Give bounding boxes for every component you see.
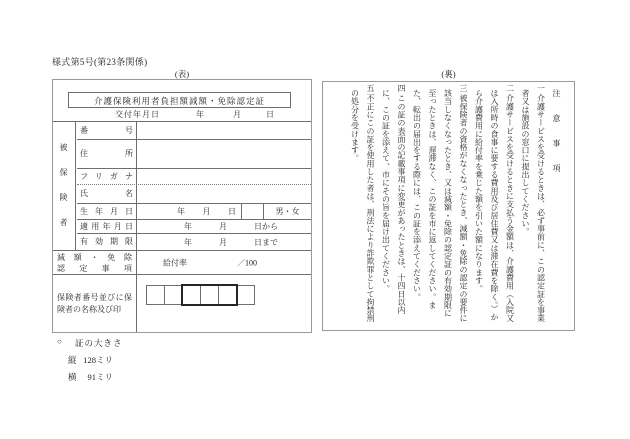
certificate-back [322, 81, 575, 331]
front-table [53, 121, 311, 332]
address-label: 住所 [77, 140, 137, 168]
birthdate-label: 生年月日 [77, 204, 137, 219]
number-field [137, 122, 311, 139]
benefit-rate-denominator: ／100 [237, 258, 257, 267]
birth-day-unit: 日 [228, 207, 236, 216]
number-label: 番号 [77, 122, 137, 139]
apply-date-label: 適用年月日 [77, 220, 137, 233]
circle-bullet-icon: ○ [57, 337, 62, 346]
reduction-label-line2: 認定事項 [57, 263, 132, 273]
reduction-field [137, 251, 311, 274]
certificate-front [52, 79, 312, 333]
width-label: 横 [68, 372, 77, 382]
insurer-number-cell-1 [146, 285, 165, 305]
notice-item-1: 一介護サービスを受けるときは、必ず事前に、この認定証を事業者又は施設の窓口に提出してください。 [521, 84, 546, 323]
table-row-name [77, 185, 311, 204]
valid-until-field [137, 234, 311, 250]
insurer-number-emphasis-frame [181, 284, 238, 306]
gender-mark-cell [241, 204, 264, 219]
furigana-label: フリガナ [77, 169, 137, 184]
birth-year-unit: 年 [177, 207, 185, 216]
back-side-label: (裏) [441, 69, 456, 79]
valid-day-until-unit: 日まで [254, 237, 278, 247]
address-field [137, 140, 311, 168]
gender-label: 男・女 [275, 207, 300, 216]
reduction-certified-matters-label [53, 251, 137, 274]
table-row-reduction [53, 250, 311, 275]
issue-date-row [53, 109, 311, 121]
insured-person-group-label: 被保険者 [53, 122, 76, 250]
size-note-height-row [52, 354, 252, 371]
issue-month-unit: 月 [233, 110, 241, 119]
birthdate-field [137, 204, 311, 219]
table-row-furigana [77, 169, 311, 185]
furigana-field [137, 169, 311, 184]
certificate-title: 介護保険利用者負担額減額・免除認定証 [93, 96, 265, 106]
size-note-title: 証の大きさ [75, 338, 123, 348]
certificate-title-box [68, 92, 291, 108]
insurer-number-cell-6 [236, 285, 255, 305]
front-side-label: (表) [174, 69, 190, 79]
notice-text-block [347, 84, 564, 325]
apply-day-from-unit: 日から [254, 222, 278, 231]
notice-item-2: 二介護サービスを受けるときに支払う金額は、介護費用（入院又は入所時の食事に要する費用及び居住費又は滞在費を除く。）から介護費用に給付率を乗じた額を引いた額になります。 [474, 84, 515, 323]
notice-item-3: 三被保険者の資格がなくなったとき、減額・免除の認定の要件に該当しなくなったとき、又は減額・免除の認定証の有効期限に至ったときは、遅滞なく、この証を市に返してください。また、転出の届出をする際には、この証を添えてください。 [412, 84, 468, 323]
table-row-address [77, 140, 311, 169]
name-field [137, 185, 311, 203]
height-label: 縦 [68, 355, 77, 365]
notice-header: 注意事項 [552, 89, 561, 189]
table-row-birthdate [77, 204, 311, 220]
birth-month-unit: 月 [202, 207, 211, 216]
height-value: 128ミリ [83, 355, 113, 365]
insurer-name-seal-label: 保険者番号並びに保険者の名称及び印 [53, 275, 137, 332]
valid-month-unit: 月 [219, 237, 227, 247]
table-row-insurer [53, 275, 311, 332]
notice-item-5: 五不正にこの証を使用した者は、刑法により詐欺罪として拘禁刑の処分を受けます。 [350, 84, 375, 323]
apply-month-unit: 月 [219, 222, 227, 231]
table-row-number [77, 122, 311, 140]
width-value: 91ミリ [87, 372, 113, 382]
insurer-number-field [137, 275, 311, 332]
apply-year-unit: 年 [184, 222, 192, 231]
issue-day-unit: 日 [266, 110, 274, 119]
table-row-valid-until [77, 234, 311, 250]
valid-until-label: 有効期限 [77, 234, 137, 250]
insurer-number-boxes [146, 285, 256, 305]
notice-item-4: 四この証の表面の記載事項に変更があったときは、十四日以内に、この証を添えて、市にその旨を届け出てください。 [381, 84, 406, 315]
form-number: 様式第5号(第23条関係) [52, 57, 148, 67]
size-note-width-row [52, 371, 252, 388]
reduction-label-line1: 減額・免除 [57, 252, 132, 262]
benefit-rate-label: 給付率 [163, 258, 187, 267]
valid-year-unit: 年 [184, 237, 192, 247]
issue-year-unit: 年 [196, 110, 204, 119]
table-row-apply-date [77, 220, 311, 234]
name-label: 氏名 [77, 185, 137, 203]
issue-date-label: 交付年月日 [115, 110, 160, 119]
size-note-title-row [52, 337, 252, 354]
birthdate-date-cell [137, 204, 241, 219]
certificate-size-note [52, 337, 252, 388]
apply-date-field [137, 220, 311, 233]
